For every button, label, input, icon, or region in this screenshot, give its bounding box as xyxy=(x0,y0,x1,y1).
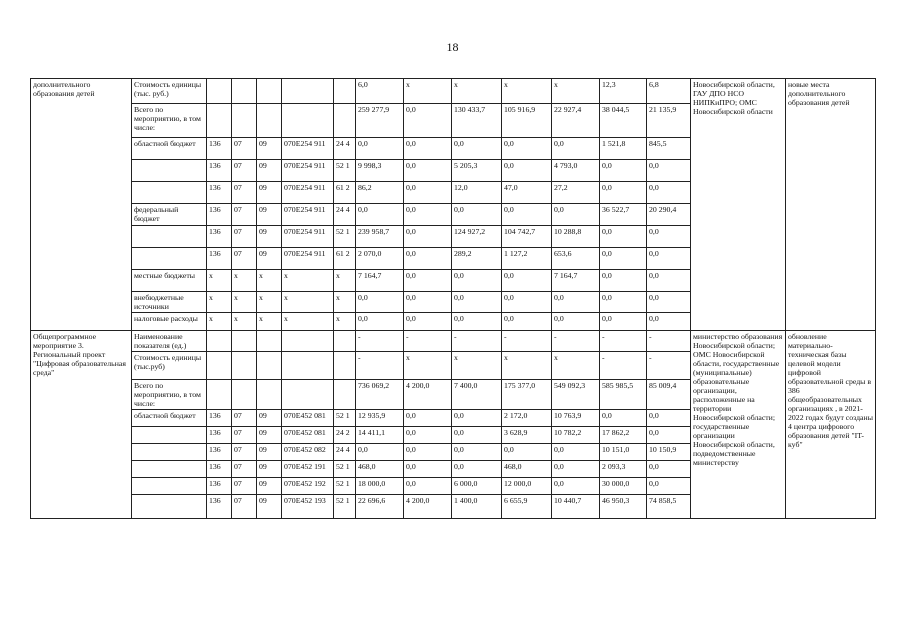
code-cell: 070E254 911 xyxy=(282,226,334,248)
code-cell xyxy=(232,352,257,380)
code-cell: 070E254 911 xyxy=(282,138,334,160)
value-cell: 6 655,9 xyxy=(502,495,552,519)
code-cell xyxy=(282,104,334,138)
code-cell: 07 xyxy=(232,248,257,270)
code-cell: 070E452 082 xyxy=(282,444,334,461)
value-cell: 86,2 xyxy=(356,182,404,204)
value-cell: 0,0 xyxy=(452,138,502,160)
code-cell: x xyxy=(232,270,257,292)
value-cell: 0,0 xyxy=(404,461,452,478)
value-cell: 0,0 xyxy=(647,292,691,313)
value-cell: 0,0 xyxy=(600,226,647,248)
value-cell: x xyxy=(552,79,600,104)
code-cell: 52 1 xyxy=(334,160,356,182)
code-cell: 09 xyxy=(257,478,282,495)
code-cell: 07 xyxy=(232,427,257,444)
row-label: Наименование показателя (ед.) xyxy=(132,331,207,352)
code-cell: 136 xyxy=(207,495,232,519)
value-cell: 0,0 xyxy=(647,461,691,478)
row-label: федеральный бюджет xyxy=(132,204,207,226)
row-label xyxy=(132,248,207,270)
value-cell: 4 793,0 xyxy=(552,160,600,182)
code-cell xyxy=(257,380,282,410)
code-cell: 136 xyxy=(207,444,232,461)
value-cell: 0,0 xyxy=(600,182,647,204)
code-cell: 61 2 xyxy=(334,182,356,204)
code-cell: 136 xyxy=(207,478,232,495)
value-cell: 0,0 xyxy=(552,313,600,331)
row-label xyxy=(132,444,207,461)
value-cell: x xyxy=(552,352,600,380)
value-cell: 0,0 xyxy=(452,270,502,292)
table-row xyxy=(31,331,876,352)
code-cell: 09 xyxy=(257,138,282,160)
value-cell: 585 985,5 xyxy=(600,380,647,410)
code-cell: x xyxy=(207,313,232,331)
code-cell: x xyxy=(232,292,257,313)
value-cell: 10 151,0 xyxy=(600,444,647,461)
code-cell: 61 2 xyxy=(334,248,356,270)
value-cell: 0,0 xyxy=(404,248,452,270)
value-cell: 0,0 xyxy=(452,461,502,478)
code-cell: 09 xyxy=(257,495,282,519)
value-cell: 0,0 xyxy=(647,427,691,444)
value-cell: 2 093,3 xyxy=(600,461,647,478)
value-cell: 0,0 xyxy=(552,444,600,461)
value-cell: - xyxy=(404,331,452,352)
value-cell: x xyxy=(452,352,502,380)
value-cell: 7 164,7 xyxy=(552,270,600,292)
table-row xyxy=(31,79,876,104)
value-cell: 0,0 xyxy=(404,313,452,331)
value-cell: 6 000,0 xyxy=(452,478,502,495)
code-cell xyxy=(257,352,282,380)
value-cell: 12 935,9 xyxy=(356,410,404,427)
code-cell: x xyxy=(257,313,282,331)
row-label: Всего по мероприятию, в том числе: xyxy=(132,104,207,138)
value-cell: 0,0 xyxy=(502,270,552,292)
value-cell: 0,0 xyxy=(600,270,647,292)
value-cell: 0,0 xyxy=(356,204,404,226)
value-cell: 239 958,7 xyxy=(356,226,404,248)
code-cell: x xyxy=(334,313,356,331)
value-cell: - xyxy=(452,331,502,352)
value-cell: 74 858,5 xyxy=(647,495,691,519)
code-cell: x xyxy=(207,292,232,313)
code-cell: 24 4 xyxy=(334,444,356,461)
value-cell: 468,0 xyxy=(502,461,552,478)
value-cell: 0,0 xyxy=(647,313,691,331)
value-cell: 46 950,3 xyxy=(600,495,647,519)
code-cell xyxy=(207,380,232,410)
value-cell: 124 927,2 xyxy=(452,226,502,248)
value-cell: 0,0 xyxy=(452,410,502,427)
value-cell: - xyxy=(356,331,404,352)
value-cell: 12,3 xyxy=(600,79,647,104)
value-cell: - xyxy=(552,331,600,352)
value-cell: 3 628,9 xyxy=(502,427,552,444)
value-cell: 0,0 xyxy=(552,138,600,160)
value-cell: 0,0 xyxy=(404,160,452,182)
value-cell: 30 000,0 xyxy=(600,478,647,495)
code-cell: x xyxy=(282,313,334,331)
code-cell xyxy=(207,104,232,138)
value-cell: 17 862,2 xyxy=(600,427,647,444)
code-cell: 09 xyxy=(257,160,282,182)
value-cell: 21 135,9 xyxy=(647,104,691,138)
code-cell: 136 xyxy=(207,427,232,444)
code-cell xyxy=(232,380,257,410)
value-cell: 0,0 xyxy=(404,292,452,313)
code-cell: 09 xyxy=(257,248,282,270)
code-cell xyxy=(334,104,356,138)
executors-cell: Новосибирской области, ГАУ ДПО НСО НИПКиПРО; ОМС Новосибирской области xyxy=(691,79,786,331)
executors-cell: министерство образования Новосибирской области; ОМС Новосибирской области, государственные (муниципальные) образовательные организации, расположенные на территории Новосибирской области; государственные организации Новосибирской области, подведомственные министерству xyxy=(691,331,786,519)
value-cell: 7 400,0 xyxy=(452,380,502,410)
row-label: областной бюджет xyxy=(132,138,207,160)
value-cell: 0,0 xyxy=(404,204,452,226)
value-cell: 0,0 xyxy=(452,313,502,331)
value-cell: 27,2 xyxy=(552,182,600,204)
code-cell: 09 xyxy=(257,226,282,248)
row-label xyxy=(132,461,207,478)
value-cell: 0,0 xyxy=(356,138,404,160)
code-cell: 09 xyxy=(257,204,282,226)
value-cell: 14 411,1 xyxy=(356,427,404,444)
value-cell: 4 200,0 xyxy=(404,380,452,410)
code-cell xyxy=(232,331,257,352)
value-cell: 1 127,2 xyxy=(502,248,552,270)
budget-table xyxy=(30,78,876,519)
code-cell: x xyxy=(257,270,282,292)
value-cell: 0,0 xyxy=(502,204,552,226)
code-cell: 136 xyxy=(207,248,232,270)
code-cell: 070E452 081 xyxy=(282,427,334,444)
value-cell: 36 522,7 xyxy=(600,204,647,226)
code-cell: 09 xyxy=(257,182,282,204)
value-cell: 0,0 xyxy=(502,138,552,160)
code-cell xyxy=(334,380,356,410)
value-cell: - xyxy=(502,331,552,352)
code-cell: 07 xyxy=(232,182,257,204)
value-cell: 468,0 xyxy=(356,461,404,478)
value-cell: 104 742,7 xyxy=(502,226,552,248)
value-cell: 0,0 xyxy=(404,444,452,461)
value-cell: 47,0 xyxy=(502,182,552,204)
value-cell: 0,0 xyxy=(404,270,452,292)
value-cell: 0,0 xyxy=(552,461,600,478)
code-cell xyxy=(257,104,282,138)
value-cell: 4 200,0 xyxy=(404,495,452,519)
code-cell: 24 2 xyxy=(334,427,356,444)
value-cell: 0,0 xyxy=(404,226,452,248)
row-label: местные бюджеты xyxy=(132,270,207,292)
value-cell: 6,0 xyxy=(356,79,404,104)
code-cell xyxy=(334,79,356,104)
value-cell: 549 092,3 xyxy=(552,380,600,410)
result-cell: новые места дополнительного образования детей xyxy=(786,79,876,331)
value-cell: x xyxy=(404,79,452,104)
code-cell xyxy=(282,352,334,380)
value-cell: 1 521,8 xyxy=(600,138,647,160)
value-cell: 5 205,3 xyxy=(452,160,502,182)
code-cell: 07 xyxy=(232,495,257,519)
code-cell: 136 xyxy=(207,226,232,248)
code-cell xyxy=(232,79,257,104)
value-cell: 1 400,0 xyxy=(452,495,502,519)
row-label: налоговые расходы xyxy=(132,313,207,331)
value-cell: 6,8 xyxy=(647,79,691,104)
value-cell: 0,0 xyxy=(452,292,502,313)
code-cell: 52 1 xyxy=(334,226,356,248)
code-cell: 070E254 911 xyxy=(282,248,334,270)
value-cell: 0,0 xyxy=(647,270,691,292)
row-label xyxy=(132,226,207,248)
code-cell: 07 xyxy=(232,410,257,427)
code-cell: 07 xyxy=(232,444,257,461)
code-cell xyxy=(282,380,334,410)
code-cell: 24 4 xyxy=(334,138,356,160)
code-cell: 09 xyxy=(257,461,282,478)
page-number: 18 xyxy=(446,40,459,54)
value-cell: 105 916,9 xyxy=(502,104,552,138)
value-cell: 2 070,0 xyxy=(356,248,404,270)
value-cell: 0,0 xyxy=(356,292,404,313)
code-cell xyxy=(282,331,334,352)
value-cell: 18 000,0 xyxy=(356,478,404,495)
value-cell: 0,0 xyxy=(600,248,647,270)
code-cell: x xyxy=(207,270,232,292)
value-cell: 0,0 xyxy=(356,313,404,331)
code-cell xyxy=(334,331,356,352)
value-cell: 0,0 xyxy=(552,204,600,226)
code-cell: 136 xyxy=(207,182,232,204)
code-cell: x xyxy=(334,292,356,313)
value-cell: 0,0 xyxy=(600,160,647,182)
value-cell: 0,0 xyxy=(452,427,502,444)
value-cell: 12,0 xyxy=(452,182,502,204)
row-label xyxy=(132,478,207,495)
section-name: дополнительного образования детей xyxy=(31,79,132,331)
value-cell: 0,0 xyxy=(404,427,452,444)
code-cell: 09 xyxy=(257,410,282,427)
value-cell: 0,0 xyxy=(502,292,552,313)
code-cell xyxy=(207,352,232,380)
value-cell: 0,0 xyxy=(404,138,452,160)
value-cell: 10 150,9 xyxy=(647,444,691,461)
row-label: Стоимость единицы (тыс. руб.) xyxy=(132,79,207,104)
value-cell: 20 290,4 xyxy=(647,204,691,226)
code-cell: 52 1 xyxy=(334,461,356,478)
code-cell: 07 xyxy=(232,138,257,160)
code-cell: 52 1 xyxy=(334,478,356,495)
value-cell: 0,0 xyxy=(600,410,647,427)
value-cell: - xyxy=(600,352,647,380)
code-cell xyxy=(207,79,232,104)
code-cell: 070E254 911 xyxy=(282,182,334,204)
code-cell xyxy=(207,331,232,352)
value-cell: 0,0 xyxy=(502,160,552,182)
value-cell: 10 763,9 xyxy=(552,410,600,427)
value-cell: 736 069,2 xyxy=(356,380,404,410)
code-cell: 09 xyxy=(257,427,282,444)
code-cell xyxy=(257,331,282,352)
row-label: областной бюджет xyxy=(132,410,207,427)
code-cell: 52 1 xyxy=(334,410,356,427)
value-cell: 0,0 xyxy=(647,248,691,270)
value-cell: 0,0 xyxy=(647,226,691,248)
code-cell xyxy=(257,79,282,104)
value-cell: - xyxy=(356,352,404,380)
code-cell: x xyxy=(282,270,334,292)
code-cell: x xyxy=(334,270,356,292)
value-cell: x xyxy=(502,352,552,380)
code-cell: x xyxy=(232,313,257,331)
value-cell: - xyxy=(647,331,691,352)
row-label: внебюджетные источники xyxy=(132,292,207,313)
value-cell: 175 377,0 xyxy=(502,380,552,410)
value-cell: 9 998,3 xyxy=(356,160,404,182)
value-cell: 259 277,9 xyxy=(356,104,404,138)
row-label xyxy=(132,182,207,204)
code-cell: 070E452 191 xyxy=(282,461,334,478)
code-cell: 07 xyxy=(232,461,257,478)
code-cell: 070E452 081 xyxy=(282,410,334,427)
code-cell: 09 xyxy=(257,444,282,461)
value-cell: 0,0 xyxy=(404,410,452,427)
value-cell: 289,2 xyxy=(452,248,502,270)
value-cell: 12 000,0 xyxy=(502,478,552,495)
value-cell: 845,5 xyxy=(647,138,691,160)
value-cell: 653,6 xyxy=(552,248,600,270)
row-label xyxy=(132,160,207,182)
value-cell: 0,0 xyxy=(502,313,552,331)
value-cell: 0,0 xyxy=(404,182,452,204)
code-cell: 07 xyxy=(232,226,257,248)
code-cell: 136 xyxy=(207,410,232,427)
code-cell: 136 xyxy=(207,461,232,478)
section-name: Общепрограммное мероприятие 3. Региональный проект "Цифровая образовательная среда" xyxy=(31,331,132,519)
value-cell: 10 440,7 xyxy=(552,495,600,519)
value-cell: 22 927,4 xyxy=(552,104,600,138)
value-cell: x xyxy=(502,79,552,104)
value-cell: 0,0 xyxy=(452,204,502,226)
value-cell: 0,0 xyxy=(600,292,647,313)
code-cell: 136 xyxy=(207,204,232,226)
value-cell: 0,0 xyxy=(647,160,691,182)
code-cell: 07 xyxy=(232,204,257,226)
code-cell: 070E254 911 xyxy=(282,160,334,182)
value-cell: 0,0 xyxy=(502,444,552,461)
value-cell: 0,0 xyxy=(552,292,600,313)
value-cell: 0,0 xyxy=(647,410,691,427)
value-cell: 0,0 xyxy=(404,478,452,495)
code-cell xyxy=(282,79,334,104)
value-cell: 10 782,2 xyxy=(552,427,600,444)
code-cell: x xyxy=(257,292,282,313)
code-cell: 136 xyxy=(207,160,232,182)
code-cell: 52 1 xyxy=(334,495,356,519)
value-cell: 0,0 xyxy=(647,478,691,495)
code-cell: 24 4 xyxy=(334,204,356,226)
value-cell: 2 172,0 xyxy=(502,410,552,427)
value-cell: 0,0 xyxy=(452,444,502,461)
code-cell: 070E254 911 xyxy=(282,204,334,226)
row-label xyxy=(132,427,207,444)
value-cell: 22 696,6 xyxy=(356,495,404,519)
code-cell: x xyxy=(282,292,334,313)
code-cell: 07 xyxy=(232,478,257,495)
code-cell: 070E452 193 xyxy=(282,495,334,519)
value-cell: 0,0 xyxy=(647,182,691,204)
value-cell: x xyxy=(404,352,452,380)
value-cell: 7 164,7 xyxy=(356,270,404,292)
value-cell: 0,0 xyxy=(356,444,404,461)
code-cell xyxy=(232,104,257,138)
value-cell: - xyxy=(647,352,691,380)
code-cell xyxy=(334,352,356,380)
value-cell: 130 433,7 xyxy=(452,104,502,138)
value-cell: 85 009,4 xyxy=(647,380,691,410)
value-cell: - xyxy=(600,331,647,352)
value-cell: x xyxy=(452,79,502,104)
value-cell: 0,0 xyxy=(600,313,647,331)
code-cell: 136 xyxy=(207,138,232,160)
code-cell: 07 xyxy=(232,160,257,182)
row-label xyxy=(132,495,207,519)
result-cell: обновление материально-техническая базы целевой модели цифровой образовательной среды в 386 общеобразовательных организациях , в 2021-2022 годах будут созданы 4 центра цифрового образования детей "IT-куб" xyxy=(786,331,876,519)
row-label: Всего по мероприятию, в том числе: xyxy=(132,380,207,410)
value-cell: 0,0 xyxy=(404,104,452,138)
value-cell: 10 288,8 xyxy=(552,226,600,248)
row-label: Стоимость единицы (тыс.руб) xyxy=(132,352,207,380)
value-cell: 38 044,5 xyxy=(600,104,647,138)
value-cell: 0,0 xyxy=(552,478,600,495)
code-cell: 070E452 192 xyxy=(282,478,334,495)
